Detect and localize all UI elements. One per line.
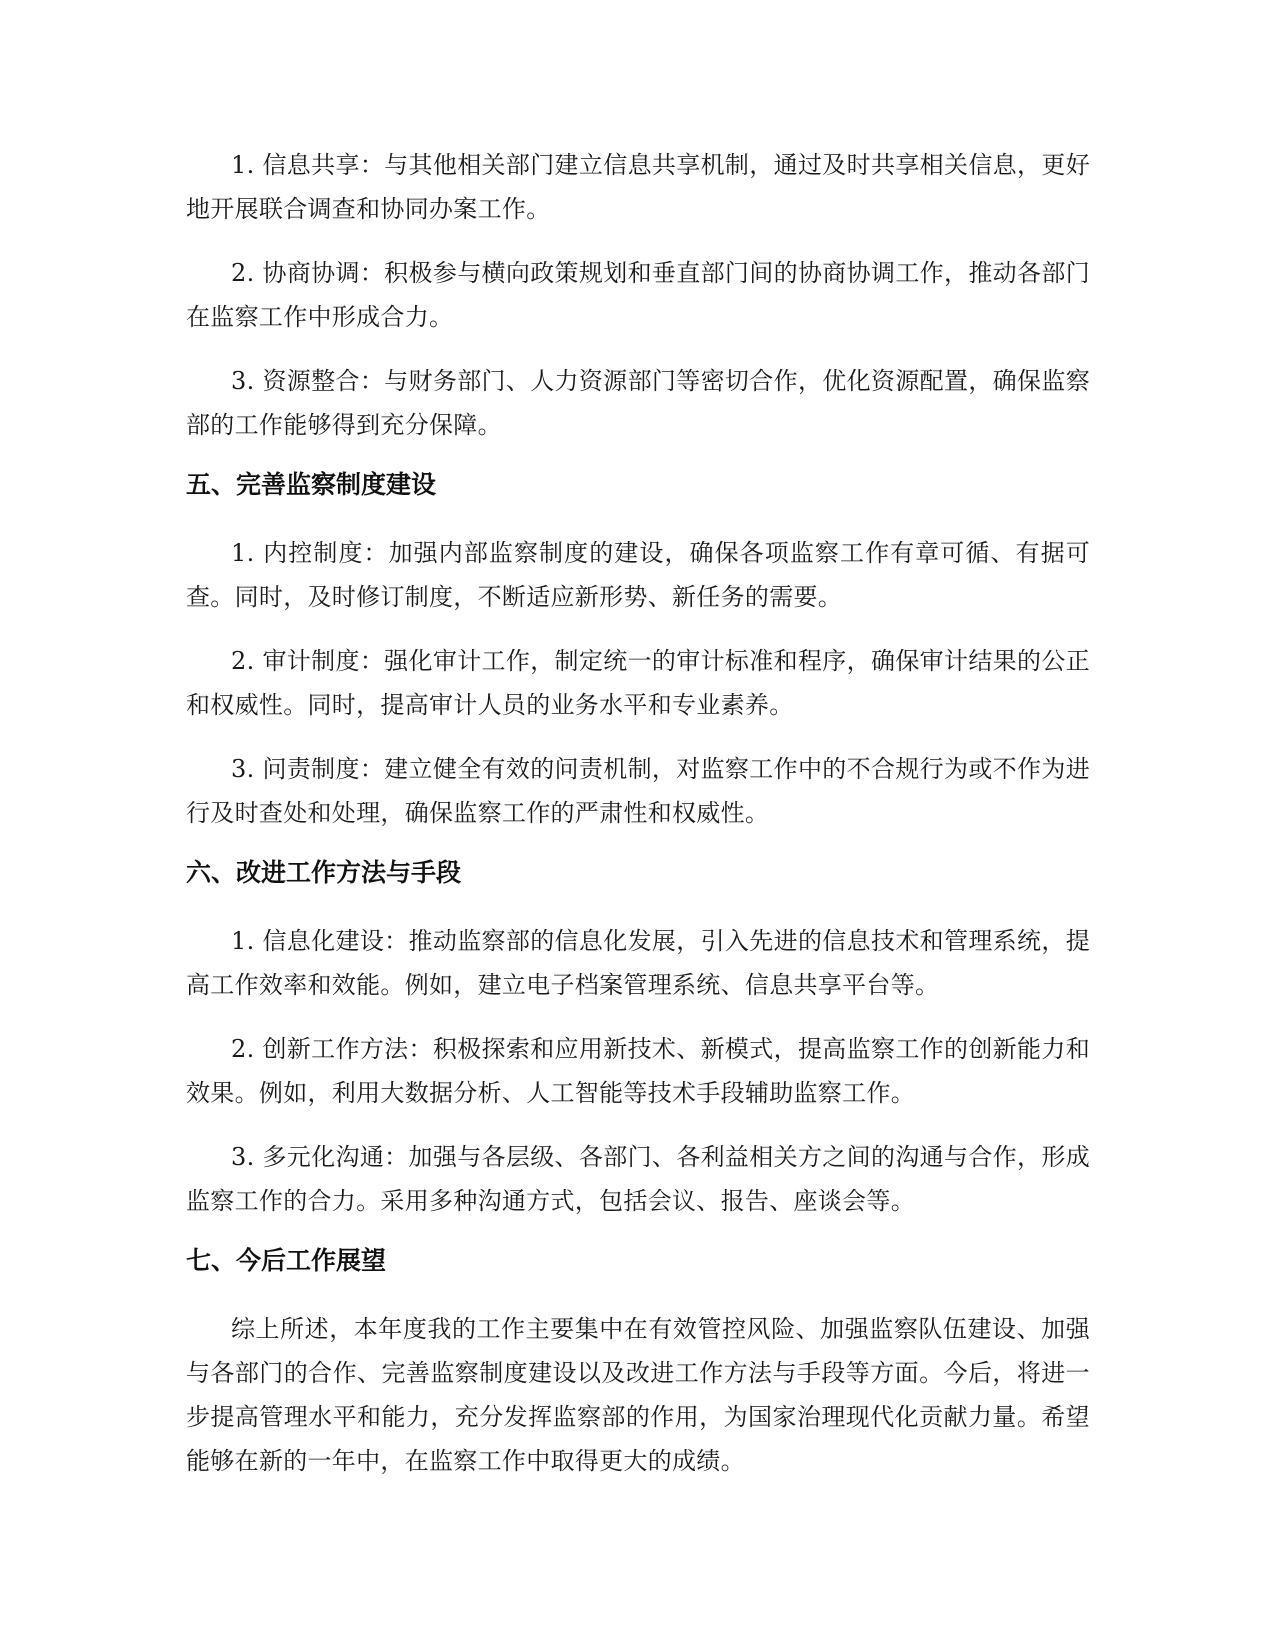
paragraph-innovation: 2. 创新工作方法：积极探索和应用新技术、新模式，提高监察工作的创新能力和效果。例如，利用大数据分析、人工智能等技术手段辅助监察工作。 xyxy=(186,1035,1090,1107)
paragraph-resource-integration: 3. 资源整合：与财务部门、人力资源部门等密切合作，优化资源配置，确保监察部的工作能够得到充分保障。 xyxy=(186,367,1090,439)
paragraph-consultation: 2. 协商协调：积极参与横向政策规划和垂直部门间的协商协调工作，推动各部门在监察工作中形成合力。 xyxy=(186,259,1090,331)
section-heading-6: 六、改进工作方法与手段 xyxy=(186,858,462,887)
paragraph-info-sharing: 1. 信息共享：与其他相关部门建立信息共享机制，通过及时共享相关信息，更好地开展联合调查和协同办案工作。 xyxy=(186,151,1090,223)
section-heading-5: 五、完善监察制度建设 xyxy=(186,470,437,499)
section-heading-7: 七、今后工作展望 xyxy=(186,1246,387,1275)
paragraph-informatization: 1. 信息化建设：推动监察部的信息化发展，引入先进的信息技术和管理系统，提高工作效率和效能。例如，建立电子档案管理系统、信息共享平台等。 xyxy=(186,927,1090,999)
paragraph-audit-system: 2. 审计制度：强化审计工作，制定统一的审计标准和程序，确保审计结果的公正和权威性。同时，提高审计人员的业务水平和专业素养。 xyxy=(186,647,1090,719)
paragraph-outlook: 综上所述，本年度我的工作主要集中在有效管控风险、加强监察队伍建设、加强与各部门的合作、完善监察制度建设以及改进工作方法与手段等方面。今后，将进一步提高管理水平和能力，充分发挥监察部的作用，为国家治理现代化贡献力量。希望能够在新的一年中，在监察工作中取得更大的成绩。 xyxy=(186,1315,1090,1475)
paragraph-communication: 3. 多元化沟通：加强与各层级、各部门、各利益相关方之间的沟通与合作，形成监察工作的合力。采用多种沟通方式，包括会议、报告、座谈会等。 xyxy=(186,1143,1090,1215)
paragraph-internal-control: 1. 内控制度：加强内部监察制度的建设，确保各项监察工作有章可循、有据可查。同时，及时修订制度，不断适应新形势、新任务的需要。 xyxy=(186,539,1090,611)
document-page xyxy=(186,143,1090,1503)
paragraph-accountability: 3. 问责制度：建立健全有效的问责机制，对监察工作中的不合规行为或不作为进行及时查处和处理，确保监察工作的严肃性和权威性。 xyxy=(186,755,1090,827)
